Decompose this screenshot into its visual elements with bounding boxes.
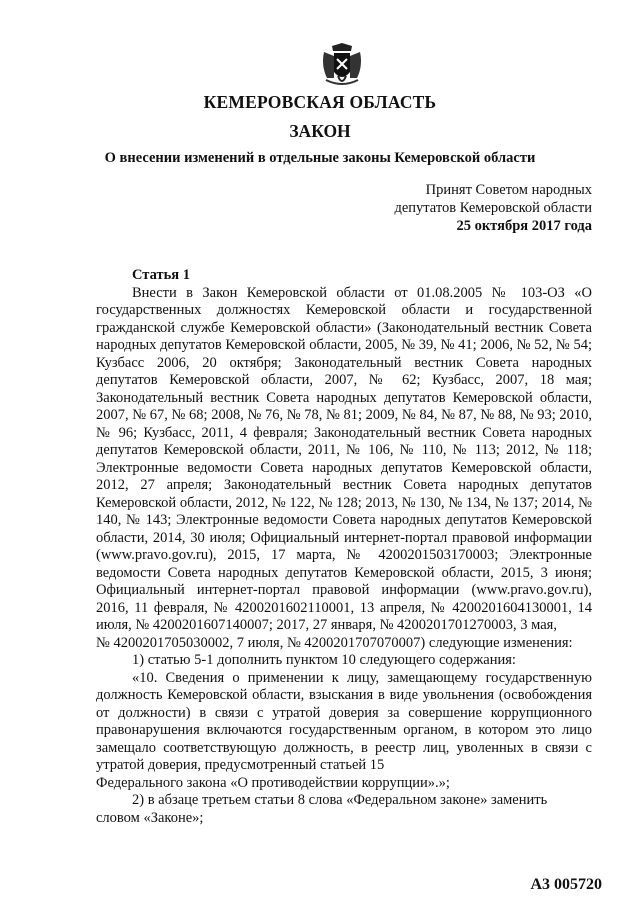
- serial-number: А3 005720: [530, 876, 602, 893]
- coat-of-arms-icon: [318, 42, 366, 88]
- article-body: [96, 267, 592, 827]
- document-type: ЗАКОН: [289, 121, 351, 141]
- adoption-date: 25 октября 2017 года: [456, 218, 592, 234]
- region-title: КЕМЕРОВСКАЯ ОБЛАСТЬ: [203, 92, 437, 112]
- law-subtitle: О внесении изменений в отдельные законы Кемеровской области: [104, 150, 536, 166]
- item-1-quote: «10. Сведения о применении к лицу, замещающему государственную должность Кемеровской области, взыскания в виде увольнения (освобождения от должности) в связи с утратой доверия за совершение коррупционного правонарушения включаются государственным органом, в котором это лицо замещало соответствующую должность, в реестр лиц, уволенных в связи с утратой доверия, предусмотренный статьей 15: [96, 669, 592, 773]
- item-2-last-line: словом «Законе»;: [96, 809, 204, 826]
- item-2: 2) в абзаце третьем статьи 8 слова «Федеральном законе» заменить: [132, 792, 548, 808]
- item-1: 1) статью 5-1 дополнить пунктом 10 следующего содержания:: [132, 652, 516, 668]
- adoption-line-2: депутатов Кемеровской области: [394, 200, 592, 216]
- article-heading: Статья 1: [132, 267, 190, 283]
- adoption-line-1: Принят Советом народных: [425, 182, 592, 198]
- adoption-block: [332, 181, 592, 235]
- item-1-quote-last-line: Федерального закона «О противодействии коррупции».»;: [96, 774, 450, 791]
- article-intro: Внести в Закон Кемеровской области от 01.08.2005 № 103-ОЗ «О государственных должностях Кемеровской области и государственной гражданской службе Кемеровской области» (Законодательный вестник Совета народных депутатов Кемеровской области, 2005, № 39, № 41; 2006, № 52, № 54; Кузбасс 2006, 20 октября; Законодательный вестник Совета народных депутатов Кемеровской области, 2007, № 62; Кузбасс, 2007, 18 мая; Законодательный вестник Совета народных депутатов Кемеровской области, 2007, № 67, № 68; 2008, № 76, № 78, № 81; 2009, № 84, № 87, № 88, № 93; 2010, № 96; Кузбасс, 2011, 4 февраля; Законодательный вестник Совета народных депутатов Кемеровской области, 2011, № 106, № 110, № 113; 2012, № 118; Электронные ведомости Совета народных депутатов Кемеровской области, 2012, 27 апреля; Законодательный вестник Совета народных депутатов Кемеровской области, 2012, № 122, № 128; 2013, № 130, № 134, № 137; 2014, № 140, № 143; Электронные ведомости Совета народных депутатов Кемеровской области, 2014, 30 июля; Официальный интернет-портал правовой информации (www.pravo.gov.ru), 2015, 17 марта, № 4200201503170003; Электронные ведомости Совета народных депутатов Кемеровской области, 2015, 3 июня; Официальный интернет-портал правовой информации (www.pravo.gov.ru), 2016, 11 февраля, № 4200201602110001, 13 апреля, № 4200201604130001, 14 июля, № 4200201607140007; 2017, 27 января, № 4200201701270003, 3 мая,: [96, 284, 592, 633]
- article-intro-last-line: № 4200201705030002, 7 июля, № 4200201707070007) следующие изменения:: [96, 634, 573, 651]
